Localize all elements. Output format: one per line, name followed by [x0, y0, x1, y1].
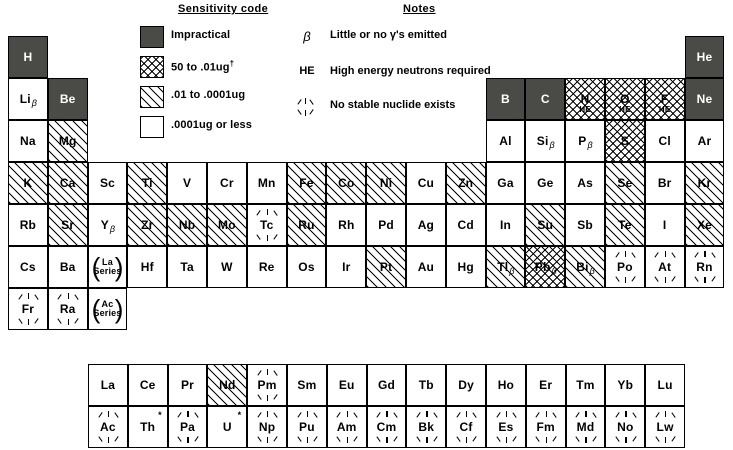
- element-symbol: Mg: [58, 134, 77, 148]
- element-cell-Mn[interactable]: [247, 162, 287, 204]
- element-cell-La-Series[interactable]: ( ) La Series: [88, 246, 128, 288]
- element-cell-Al[interactable]: [486, 120, 526, 162]
- element-cell-Ge[interactable]: [525, 162, 565, 204]
- element-symbol: O: [620, 92, 630, 106]
- element-cell-N[interactable]: [565, 78, 605, 120]
- beta-subscript: β: [109, 224, 116, 234]
- element-cell-Ac[interactable]: [88, 406, 128, 448]
- element-symbol: As: [577, 176, 593, 190]
- element-symbol: Be: [59, 92, 76, 106]
- element-symbol: Na: [20, 134, 36, 148]
- element-cell-Y[interactable]: [88, 204, 128, 246]
- element-symbol: $Li_\beta$: [19, 92, 38, 108]
- asterisk-marker: *: [158, 410, 162, 420]
- element-symbol: Pm: [257, 378, 277, 392]
- note-text: No stable nuclide exists: [330, 99, 456, 111]
- element-symbol: La Series: [93, 256, 122, 276]
- element-cell-Ne[interactable]: [685, 78, 725, 120]
- element-symbol: I: [662, 218, 667, 232]
- element-symbol: La: [100, 378, 116, 392]
- element-cell-Am[interactable]: [327, 406, 367, 448]
- element-symbol: W: [221, 260, 233, 274]
- element-symbol: Sr: [61, 218, 75, 232]
- high-energy-marker: HE: [579, 105, 591, 114]
- element-symbol: $Pb_\beta$: [534, 260, 557, 276]
- element-cell-U[interactable]: [207, 406, 247, 448]
- element-symbol: Sm: [297, 378, 317, 392]
- element-cell-Ac-Series[interactable]: ( ) Ac Series: [88, 288, 128, 330]
- element-cell-Pt[interactable]: [366, 246, 406, 288]
- element-cell-Ta[interactable]: [167, 246, 207, 288]
- legend-swatch-dark: [140, 26, 164, 48]
- high-energy-marker: HE: [658, 105, 671, 114]
- legend-swatch-cross: [140, 56, 164, 78]
- element-symbol: Ir: [342, 260, 351, 274]
- element-cell-Es[interactable]: [486, 406, 526, 448]
- note-key: HE: [299, 65, 315, 77]
- no-stable-nuclide-burst-icon: [292, 96, 318, 118]
- element-cell-Sm[interactable]: [287, 364, 327, 406]
- element-symbol: Es: [498, 420, 514, 434]
- element-symbol: Ti: [141, 176, 153, 190]
- beta-subscript: β: [589, 266, 595, 276]
- element-symbol: Tm: [576, 378, 595, 392]
- element-cell-Ca[interactable]: [48, 162, 88, 204]
- element-symbol: Fm: [536, 420, 555, 434]
- note-text: High energy neutrons required: [330, 65, 491, 77]
- element-symbol: $P_\beta$: [578, 134, 593, 150]
- element-cell-Xe[interactable]: [685, 204, 725, 246]
- element-symbol: $Tl_\beta$: [497, 260, 515, 276]
- beta-subscript: β: [551, 266, 557, 276]
- element-cell-Fm[interactable]: [526, 406, 566, 448]
- element-symbol: F: [660, 92, 669, 106]
- element-cell-Ni[interactable]: [366, 162, 406, 204]
- element-symbol: Ce: [139, 378, 156, 392]
- element-cell-Se[interactable]: [605, 162, 645, 204]
- element-symbol: Ac Series: [93, 298, 122, 318]
- element-symbol: Br: [657, 176, 672, 190]
- element-symbol: Tc: [259, 218, 274, 232]
- element-symbol: Mn: [257, 176, 276, 190]
- element-cell-Tc[interactable]: [247, 204, 287, 246]
- element-cell-Po[interactable]: [605, 246, 645, 288]
- element-symbol: $Si_\beta$: [536, 134, 555, 150]
- element-symbol: Bk: [418, 420, 435, 434]
- beta-subscript: β: [549, 140, 555, 150]
- element-cell-Pa[interactable]: [168, 406, 208, 448]
- element-symbol: Os: [298, 260, 315, 274]
- element-cell-Sr[interactable]: [48, 204, 88, 246]
- element-symbol: Yb: [617, 378, 634, 392]
- element-symbol: Rh: [338, 218, 355, 232]
- element-symbol: $Bi_\beta$: [576, 260, 595, 276]
- element-cell-P[interactable]: [565, 120, 605, 162]
- element-symbol: Sc: [99, 176, 116, 190]
- element-cell-Cf[interactable]: [446, 406, 486, 448]
- element-symbol: Mo: [218, 218, 236, 232]
- legend-label: .0001ug or less: [171, 119, 252, 131]
- element-symbol: Ba: [59, 260, 76, 274]
- element-cell-No[interactable]: [605, 406, 645, 448]
- element-cell-Bi[interactable]: [565, 246, 605, 288]
- element-symbol: Re: [258, 260, 275, 274]
- element-symbol: S: [620, 134, 629, 148]
- element-cell-Nb[interactable]: [167, 204, 207, 246]
- element-cell-Cu[interactable]: [406, 162, 446, 204]
- element-symbol: Ar: [697, 134, 712, 148]
- element-symbol: Fe: [299, 176, 314, 190]
- element-symbol: Ta: [180, 260, 194, 274]
- element-symbol: Am: [336, 420, 357, 434]
- element-symbol: Er: [539, 378, 553, 392]
- element-cell-Fr[interactable]: [8, 288, 48, 330]
- element-symbol: Eu: [338, 378, 355, 392]
- element-cell-Lu[interactable]: [645, 364, 685, 406]
- element-cell-Mo[interactable]: [207, 204, 247, 246]
- element-symbol: Tb: [418, 378, 434, 392]
- legend-label: Impractical: [171, 29, 231, 41]
- element-cell-Cs[interactable]: [8, 246, 48, 288]
- element-symbol: Cm: [376, 420, 397, 434]
- element-symbol: Po: [617, 260, 633, 274]
- element-cell-Si[interactable]: [525, 120, 565, 162]
- element-cell-Bk[interactable]: [406, 406, 446, 448]
- element-cell-Na[interactable]: [8, 120, 48, 162]
- element-symbol: Pd: [378, 218, 394, 232]
- element-symbol: He: [696, 50, 713, 64]
- element-symbol: Au: [417, 260, 435, 274]
- element-cell-Pu[interactable]: [287, 406, 327, 448]
- element-symbol: Lw: [656, 420, 674, 434]
- element-cell-Dy[interactable]: [446, 364, 486, 406]
- element-cell-B[interactable]: [486, 78, 526, 120]
- element-symbol: Ga: [497, 176, 514, 190]
- element-cell-Ho[interactable]: [486, 364, 526, 406]
- legend-label: 50 to .01ug†: [171, 59, 235, 74]
- element-cell-Ir[interactable]: [326, 246, 366, 288]
- element-symbol: Pa: [179, 420, 196, 434]
- element-symbol: Hf: [140, 260, 154, 274]
- element-symbol: No: [617, 420, 634, 434]
- element-cell-Ba[interactable]: [48, 246, 88, 288]
- element-symbol: N: [580, 92, 590, 106]
- element-cell-Sb[interactable]: [565, 204, 605, 246]
- element-symbol: Zr: [141, 218, 154, 232]
- note-key: β: [303, 29, 311, 44]
- element-symbol: Cd: [457, 218, 474, 232]
- high-energy-marker: HE: [619, 105, 631, 114]
- element-cell-Pr[interactable]: [168, 364, 208, 406]
- element-symbol: Rb: [19, 218, 37, 232]
- element-symbol: U: [222, 420, 232, 434]
- element-cell-Rb[interactable]: [8, 204, 48, 246]
- beta-subscript: β: [509, 266, 515, 276]
- legend-swatch-white: [140, 116, 164, 138]
- element-symbol: Ca: [59, 176, 76, 190]
- element-cell-Pb[interactable]: [525, 246, 565, 288]
- element-cell-Md[interactable]: [566, 406, 606, 448]
- asterisk-marker: *: [237, 410, 242, 420]
- element-symbol: Sb: [577, 218, 593, 232]
- element-symbol: Al: [499, 134, 512, 148]
- element-symbol: Fr: [21, 302, 35, 316]
- element-cell-Be[interactable]: [48, 78, 88, 120]
- element-cell-Pm[interactable]: [247, 364, 287, 406]
- element-cell-Eu[interactable]: [327, 364, 367, 406]
- element-cell-Cr[interactable]: [207, 162, 247, 204]
- element-symbol: Ag: [417, 218, 435, 232]
- element-symbol: In: [499, 218, 512, 232]
- element-symbol: Dy: [458, 378, 474, 392]
- element-cell-Tl[interactable]: [486, 246, 526, 288]
- element-cell-W[interactable]: [207, 246, 247, 288]
- element-symbol: Ne: [696, 92, 713, 106]
- element-cell-Th[interactable]: [128, 406, 168, 448]
- element-cell-As[interactable]: [565, 162, 605, 204]
- element-symbol: Nd: [219, 378, 236, 392]
- element-cell-Te[interactable]: [605, 204, 645, 246]
- sensitivity-code-title: Sensitivity code: [178, 3, 269, 15]
- element-symbol: Pu: [299, 420, 315, 434]
- element-cell-Cd[interactable]: [446, 204, 486, 246]
- element-cell-Os[interactable]: [287, 246, 327, 288]
- element-cell-Su[interactable]: [525, 204, 565, 246]
- element-symbol: Md: [576, 420, 595, 434]
- note-text: Little or no γ's emitted: [330, 29, 447, 41]
- element-cell-H[interactable]: [8, 36, 48, 78]
- element-symbol: B: [501, 92, 510, 106]
- element-cell-Gd[interactable]: [367, 364, 407, 406]
- element-cell-Tb[interactable]: [406, 364, 446, 406]
- element-cell-He[interactable]: [685, 36, 725, 78]
- element-symbol: At: [658, 260, 672, 274]
- beta-subscript: β: [587, 140, 593, 150]
- dagger-marker: †: [229, 59, 235, 68]
- element-symbol: Nb: [178, 218, 196, 232]
- element-cell-Zr[interactable]: [127, 204, 167, 246]
- element-symbol: Ac: [100, 420, 116, 434]
- element-symbol: Xe: [696, 218, 713, 232]
- element-symbol: Zn: [458, 176, 474, 190]
- element-cell-I[interactable]: [645, 204, 685, 246]
- element-cell-Ce[interactable]: [128, 364, 168, 406]
- element-cell-Co[interactable]: [326, 162, 366, 204]
- element-symbol: Th: [140, 420, 156, 434]
- element-cell-Sc[interactable]: [88, 162, 128, 204]
- element-cell-Yb[interactable]: [605, 364, 645, 406]
- element-cell-Ti[interactable]: [127, 162, 167, 204]
- element-cell-Ag[interactable]: [406, 204, 446, 246]
- element-cell-Hf[interactable]: [127, 246, 167, 288]
- element-symbol: C: [540, 92, 550, 106]
- element-cell-Lw[interactable]: [645, 406, 685, 448]
- element-cell-Br[interactable]: [645, 162, 685, 204]
- element-cell-La[interactable]: [88, 364, 128, 406]
- element-cell-Rn[interactable]: [685, 246, 725, 288]
- element-symbol: $Y_\beta$: [100, 218, 116, 234]
- element-cell-Tm[interactable]: [566, 364, 606, 406]
- element-cell-C[interactable]: [525, 78, 565, 120]
- element-cell-Re[interactable]: [247, 246, 287, 288]
- element-cell-At[interactable]: [645, 246, 685, 288]
- element-cell-S[interactable]: [605, 120, 645, 162]
- beta-subscript: β: [31, 98, 38, 108]
- legend-label: .01 to .0001ug: [171, 89, 246, 101]
- element-cell-F[interactable]: [645, 78, 685, 120]
- element-cell-Cm[interactable]: [367, 406, 407, 448]
- element-cell-Ra[interactable]: [48, 288, 88, 330]
- element-cell-Fe[interactable]: [287, 162, 327, 204]
- element-cell-Ar[interactable]: [685, 120, 725, 162]
- element-symbol: Cu: [417, 176, 435, 190]
- element-symbol: Hg: [457, 260, 474, 274]
- element-symbol: Kr: [697, 176, 712, 190]
- element-cell-Hg[interactable]: [446, 246, 486, 288]
- note-burst-icon: [292, 96, 318, 118]
- element-symbol: Pt: [379, 260, 393, 274]
- element-symbol: Ra: [59, 302, 76, 316]
- element-symbol: Cs: [20, 260, 36, 274]
- element-cell-Er[interactable]: [526, 364, 566, 406]
- element-cell-Kr[interactable]: [685, 162, 725, 204]
- element-symbol: Ni: [379, 176, 393, 190]
- element-symbol: Co: [338, 176, 355, 190]
- element-cell-Np[interactable]: [247, 406, 287, 448]
- element-cell-Ru[interactable]: [287, 204, 327, 246]
- element-cell-Pd[interactable]: [366, 204, 406, 246]
- element-cell-Nd[interactable]: [207, 364, 247, 406]
- element-symbol: Lu: [657, 378, 673, 392]
- legend-swatch-hatch: [140, 86, 164, 108]
- element-cell-K[interactable]: [8, 162, 48, 204]
- element-symbol: Ho: [497, 378, 515, 392]
- element-cell-In[interactable]: [486, 204, 526, 246]
- element-cell-Ga[interactable]: [486, 162, 526, 204]
- element-cell-Au[interactable]: [406, 246, 446, 288]
- element-cell-Cl[interactable]: [645, 120, 685, 162]
- element-symbol: Cr: [220, 176, 234, 190]
- element-symbol: Cl: [658, 134, 671, 148]
- element-cell-Rh[interactable]: [326, 204, 366, 246]
- element-symbol: Te: [618, 218, 632, 232]
- element-symbol: Np: [258, 420, 276, 434]
- element-symbol: K: [23, 176, 33, 190]
- element-cell-V[interactable]: [167, 162, 207, 204]
- element-symbol: Rn: [696, 260, 713, 274]
- element-cell-Li[interactable]: [8, 78, 48, 120]
- element-cell-O[interactable]: [605, 78, 645, 120]
- element-cell-Zn[interactable]: [446, 162, 486, 204]
- element-cell-Mg[interactable]: [48, 120, 88, 162]
- element-symbol: Ge: [537, 176, 554, 190]
- element-symbol: Ru: [298, 218, 315, 232]
- element-symbol: H: [23, 50, 33, 64]
- element-symbol: Su: [537, 218, 554, 232]
- element-symbol: Cf: [459, 420, 473, 434]
- element-symbol: Se: [617, 176, 633, 190]
- element-symbol: Pr: [180, 378, 195, 392]
- element-symbol: Gd: [377, 378, 396, 392]
- element-symbol: V: [182, 176, 192, 190]
- notes-title: Notes: [403, 3, 436, 15]
